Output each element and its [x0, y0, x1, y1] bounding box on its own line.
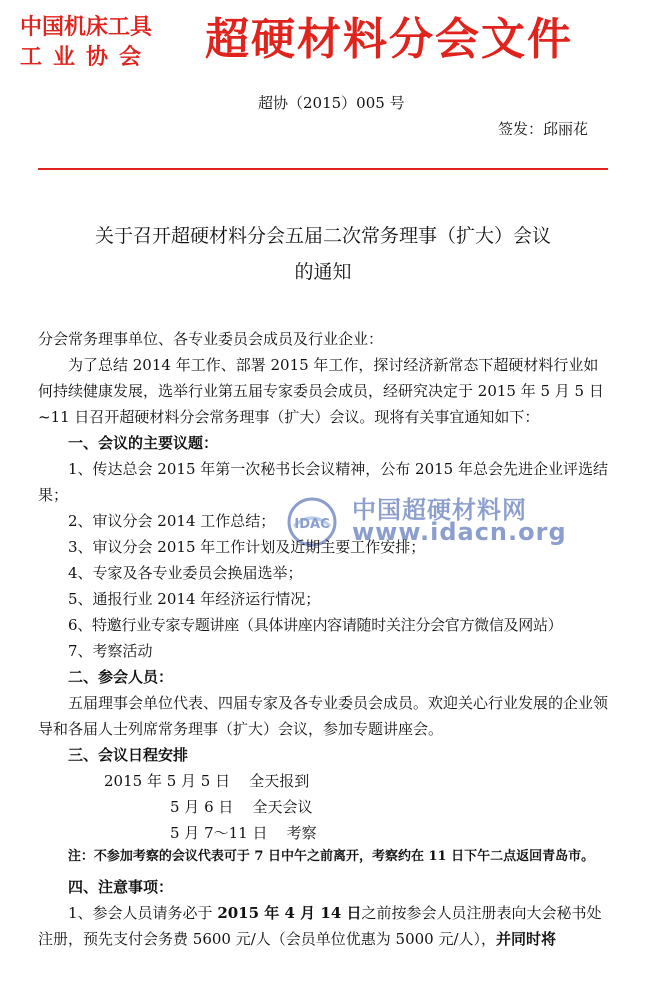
salutation: 分会常务理事单位、各专业委员会成员及行业企业：: [38, 330, 384, 348]
intro-paragraph: 为了总结 2014 年工作、部署 2015 年工作，探讨经济新常态下超硬材料行业如何持续健康发展，选举行业第五届专家委员会成员，经研究决定于 2015 年 5 月 5 日~11 日召开超硬材料分会常务理事（扩大）会议。现将有关事宜通知如下：: [38, 356, 604, 426]
notice-body: [38, 326, 612, 952]
issuer-organization: [20, 12, 152, 72]
issuer-line-1: 中国机床工具: [20, 14, 153, 40]
section-2-heading: 二、参会人员：: [68, 668, 174, 686]
schedule-date: 5 月 7～11 日: [170, 824, 268, 842]
issuer-line-2: 工业协会: [20, 44, 153, 70]
document-masthead: 超硬材料分会文件: [205, 14, 573, 65]
schedule-row: [38, 768, 612, 794]
document-number: 超协（2015）005 号: [258, 94, 405, 112]
schedule-row: [38, 820, 612, 846]
schedule-activity: 全天会议: [252, 798, 313, 816]
notice-title-line-1: 关于召开超硬材料分会五届二次常务理事（扩大）会议: [94, 225, 551, 247]
logo-text: IDAC: [294, 517, 330, 532]
agenda-item: 4、专家及各专业委员会换届选举；: [68, 564, 303, 582]
schedule-note: 注：不参加考察的会议代表可于 7 日中午之前离开，考察约在 11 日下午二点返回青岛市。: [67, 849, 595, 864]
notice-item-1-text-b: 之前按参会人员注册表向大会秘书处注册，预先支付会务费 5600 元/人（会员单位优惠为 5000 元/人），: [38, 904, 602, 948]
registration-deadline: 2015 年 4 月 14 日: [217, 904, 362, 922]
watermark-site-name: 中国超硬材料网: [352, 496, 527, 524]
schedule-activity: 全天报到: [249, 772, 310, 790]
attendees-paragraph: 五届理事会单位代表、四届专家及各专业委员会成员。欢迎关心行业发展的企业领导和各届人士列席常务理事（扩大）会议，参加专题讲座会。: [38, 694, 609, 738]
agenda-item: 7、考察活动: [68, 642, 153, 660]
section-3-heading: 三、会议日程安排: [68, 746, 189, 764]
section-4-heading: 四、注意事项：: [68, 878, 174, 896]
notice-item-1-bold-tail: 并同时将: [496, 930, 557, 948]
agenda-item: 1、传达总会 2015 年第一次秘书长会议精神，公布 2015 年总会先进企业评选结果；: [38, 460, 608, 504]
notice-item-1: [38, 900, 612, 952]
red-divider: [38, 168, 608, 170]
agenda-item: 6、特邀行业专家专题讲座（具体讲座内容请随时关注分会官方微信及网站）: [68, 616, 563, 634]
section-1-heading: 一、会议的主要议题：: [68, 434, 219, 452]
schedule-activity: 考察: [286, 824, 317, 842]
schedule-date: 5 月 6 日: [170, 798, 234, 816]
agenda-item: 5、通报行业 2014 年经济运行情况；: [68, 590, 321, 608]
notice-title-line-2: 的通知: [294, 261, 352, 283]
agenda-item: 2、审议分会 2014 工作总结；: [68, 512, 276, 530]
watermark-site-url: www.idacn.org: [352, 518, 567, 546]
schedule-row: [38, 794, 612, 820]
schedule-date: 2015 年 5 月 5 日: [104, 772, 231, 790]
agenda-item: 3、审议分会 2015 年工作计划及近期主要工作安排；: [68, 538, 426, 556]
signer: 签发：邱丽花: [498, 120, 589, 138]
notice-item-1-text-a: 1、参会人员请务必于: [68, 904, 218, 922]
notice-title: [38, 218, 608, 290]
